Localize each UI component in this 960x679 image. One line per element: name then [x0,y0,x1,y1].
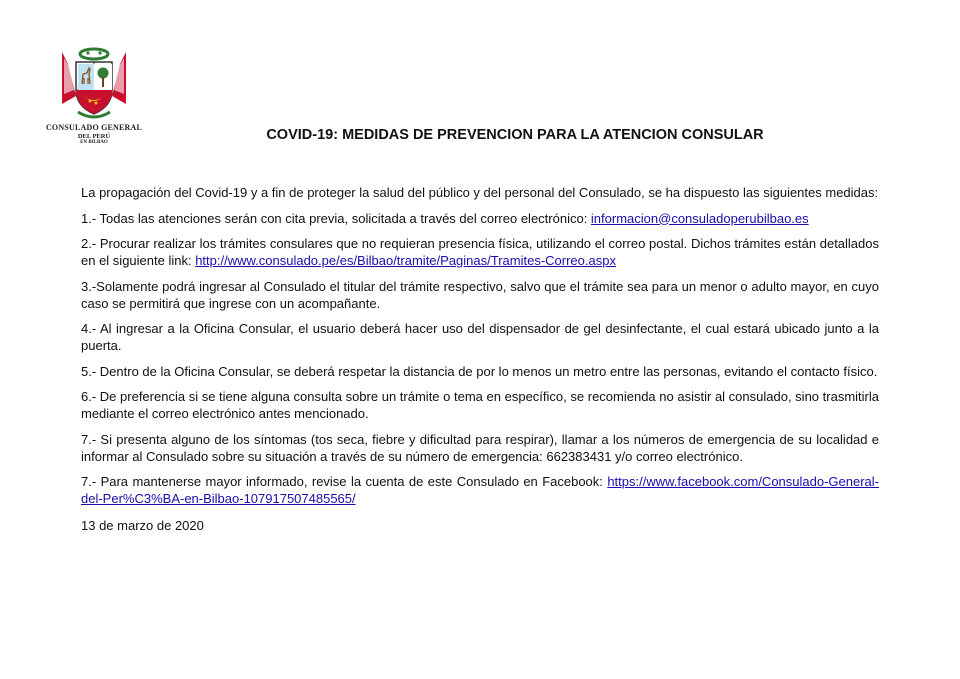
facebook-link[interactable]: https://www.facebook.com/Consulado-General-del-Per%C3%BA-en-Bilbao-107917507485565/ [81,474,879,506]
email-link[interactable]: informacion@consuladoperubilbao.es [590,210,809,226]
item-8 [81,473,879,507]
peru-coat-of-arms-icon [54,44,134,124]
item-1 [81,210,879,227]
page-title: COVID-19: MEDIDAS DE PREVENCION PARA LA ATENCION CONSULAR [266,127,764,143]
item-8-text: 7.- Para mantenerse mayor informado, revise la cuenta de este Consulado en Facebook: [81,474,608,489]
document-body [81,184,879,543]
item-2 [81,235,879,269]
item-4: 4.- Al ingresar a la Oficina Consular, el usuario deberá hacer uso del dispensador de gel desinfectante, el cual estará ubicado junto a la puerta. [81,321,879,353]
item-3: 3.-Solamente podrá ingresar al Consulado el titular del trámite respectivo, salvo que el trámite sea para un menor o adulto mayor, en cuyo caso se permitirá que ingrese con un acompañante. [81,278,879,311]
tramites-link[interactable]: http://www.consulado.pe/es/Bilbao/tramite/Paginas/Tramites-Correo.aspx [195,253,616,268]
consulate-name [44,124,144,145]
org-line-1: CONSULADO GENERAL [45,123,143,132]
item-7: 7.- Si presenta alguno de los síntomas (tos seca, fiebre y dificultad para respirar), llamar a los números de emergencia de su localidad e informar al Consulado sobre su situación a través de su número de emergencia: 662383431 y/o correo electrónico. [81,431,879,464]
item-1-text: 1.- Todas las atenciones serán con cita previa, solicitada a través del correo electrónico: [81,210,591,226]
item-5: 5.- Dentro de la Oficina Consular, se deberá respetar la distancia de por lo menos un metro entre las personas, evitando el contacto físico. [81,363,878,379]
item-6: 6.- De preferencia si se tiene alguna consulta sobre un trámite o tema en específico, se recomienda no asistir al consulado, sino trasmitirla mediante el correo electrónico antes mencionado. [81,389,879,421]
consulate-crest [44,44,144,145]
document-date: 13 de marzo de 2020 [81,518,204,533]
org-line-2: DEL PERÚ [77,132,111,140]
intro-paragraph: La propagación del Covid-19 y a fin de proteger la salud del público y del personal del Consulado, se ha dispuesto las siguientes medidas: [81,185,879,200]
org-line-3: EN BILBAO [80,139,108,145]
item-2-text: 2.- Procurar realizar los trámites consulares que no requieran presencia física, utilizando el correo postal. Dichos trámites están detallados en el siguiente link: [81,236,879,268]
